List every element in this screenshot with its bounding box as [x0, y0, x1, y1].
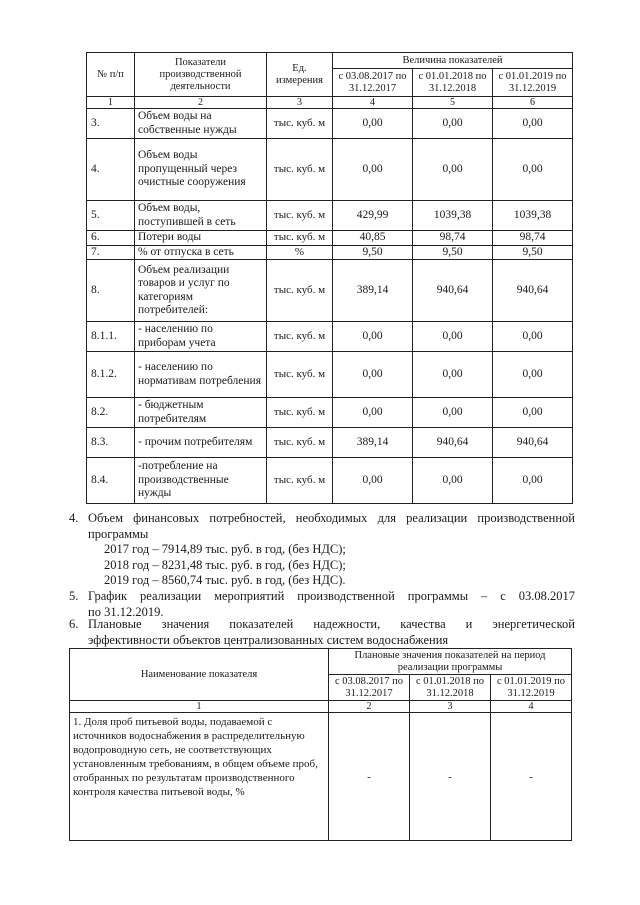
item-6-line2: эффективности объектов централизованных систем водоснабжения: [88, 632, 449, 647]
row-unit: %: [267, 245, 333, 260]
col-number: 1: [70, 701, 329, 713]
row-value-2018: 0,00: [413, 139, 493, 201]
col-number: 4: [491, 701, 572, 713]
item-4-year-2017: 2017 год – 7914,89 тыс. руб. в год, (без НДС);: [104, 542, 346, 556]
header-value-group: Величина показателей: [333, 53, 573, 69]
row-value-2017: 0,00: [333, 139, 413, 201]
row-value-2019: 0,00: [493, 322, 573, 352]
header-period-2018: с 01.01.2018 по 31.12.2018: [410, 675, 491, 701]
row-unit: тыс. куб. м: [267, 322, 333, 352]
row-value-2017: 0,00: [333, 458, 413, 504]
row-name: Потери воды: [135, 231, 267, 246]
row-name: Объем воды на собственные нужды: [135, 109, 267, 139]
row-name: - прочим потребителям: [135, 428, 267, 458]
table-row: [87, 260, 573, 322]
row-name: - населению по приборам учета: [135, 322, 267, 352]
header-group: Плановые значения показателей на период реализации программы: [329, 649, 572, 675]
row-value-2019: 940,64: [493, 260, 573, 322]
table-row: [87, 109, 573, 139]
item-5-schedule: [69, 589, 575, 620]
header-period-2017: с 03.08.2017 по 31.12.2017: [329, 675, 410, 701]
row-unit: тыс. куб. м: [267, 398, 333, 428]
row-num: 7.: [87, 245, 135, 260]
col-number: 3: [267, 97, 333, 109]
col-number: 5: [413, 97, 493, 109]
row-name: Объем реализации товаров и услуг по категориям потребителей:: [135, 260, 267, 322]
item-5-line2: по 31.12.2019.: [88, 604, 164, 619]
row-num: 8.3.: [87, 428, 135, 458]
row-value-2017: 389,14: [333, 428, 413, 458]
row-num: 8.1.2.: [87, 352, 135, 398]
item-5-marker: 5.: [69, 589, 79, 603]
row-num: 8.1.1.: [87, 322, 135, 352]
table-row: [87, 245, 573, 260]
col-number: 4: [333, 97, 413, 109]
row-value-2018: 0,00: [413, 322, 493, 352]
row-value-2019: 0,00: [493, 458, 573, 504]
table-row: [87, 398, 573, 428]
row-value-2019: -: [491, 713, 572, 841]
col-number: 3: [410, 701, 491, 713]
row-value-2017: -: [329, 713, 410, 841]
row-unit: тыс. куб. м: [267, 139, 333, 201]
table-row: [87, 458, 573, 504]
table-row: [70, 713, 572, 841]
item-4-marker: 4.: [69, 511, 79, 525]
table-row: [87, 428, 573, 458]
header-period-2019: с 01.01.2019 по 31.12.2019: [493, 69, 573, 97]
item-4-financial-needs: [69, 511, 575, 589]
row-name: - бюджетным потребителям: [135, 398, 267, 428]
row-unit: тыс. куб. м: [267, 260, 333, 322]
header-indicators: Показатели производственной деятельности: [135, 53, 267, 97]
row-value-2017: 389,14: [333, 260, 413, 322]
row-unit: тыс. куб. м: [267, 352, 333, 398]
header-period-2017: с 03.08.2017 по 31.12.2017: [333, 69, 413, 97]
table-row: [87, 139, 573, 201]
table-row: [87, 322, 573, 352]
row-value-2019: 0,00: [493, 109, 573, 139]
row-num: 8.2.: [87, 398, 135, 428]
row-name: - населению по нормативам потребления: [135, 352, 267, 398]
row-name: Объем воды, поступившей в сеть: [135, 201, 267, 231]
header-name: Наименование показателя: [70, 649, 329, 701]
row-value-2019: 940,64: [493, 428, 573, 458]
col-number: 2: [135, 97, 267, 109]
row-name: -потребление на производственные нужды: [135, 458, 267, 504]
table-row: [87, 352, 573, 398]
row-value-2019: 0,00: [493, 139, 573, 201]
header-unit: Ед. измерения: [267, 53, 333, 97]
row-num: 8.: [87, 260, 135, 322]
row-value-2018: -: [410, 713, 491, 841]
item-4-year-2019: 2019 год – 8560,74 тыс. руб. в год, (без НДС).: [104, 573, 346, 587]
table-row: [87, 201, 573, 231]
header-num: № п/п: [87, 53, 135, 97]
row-num: 6.: [87, 231, 135, 246]
header-period-2018: с 01.01.2018 по 31.12.2018: [413, 69, 493, 97]
row-value-2017: 40,85: [333, 231, 413, 246]
row-num: 3.: [87, 109, 135, 139]
item-5-line1: График реализации мероприятий производственной программы – с 03.08.2017: [88, 589, 575, 603]
item-6-line1: Плановые значения показателей надежности, качества и энергетической: [88, 617, 575, 631]
row-value-2018: 9,50: [413, 245, 493, 260]
row-name: Объем воды пропущенный через очистные сооружения: [135, 139, 267, 201]
row-value-2018: 98,74: [413, 231, 493, 246]
col-number: 2: [329, 701, 410, 713]
row-value-2017: 9,50: [333, 245, 413, 260]
reliability-indicators-table: [69, 648, 572, 841]
row-value-2019: 0,00: [493, 352, 573, 398]
row-value-2018: 0,00: [413, 109, 493, 139]
table-row: [87, 231, 573, 246]
row-name: % от отпуска в сеть: [135, 245, 267, 260]
row-value-2018: 0,00: [413, 352, 493, 398]
item-4-line2: программы: [88, 526, 149, 541]
item-4-line1: Объем финансовых потребностей, необходимых для реализации производственной: [88, 511, 575, 525]
row-value-2019: 98,74: [493, 231, 573, 246]
row-value-2019: 9,50: [493, 245, 573, 260]
row-value-2018: 940,64: [413, 260, 493, 322]
header-period-2019: с 01.01.2019 по 31.12.2019: [491, 675, 572, 701]
item-6-planned-values: [69, 617, 575, 648]
row-unit: тыс. куб. м: [267, 201, 333, 231]
item-4-year-2018: 2018 год – 8231,48 тыс. руб. в год, (без НДС);: [104, 557, 346, 572]
row-value-2019: 0,00: [493, 398, 573, 428]
row-value-2018: 0,00: [413, 398, 493, 428]
production-indicators-table: [86, 52, 573, 504]
row-value-2018: 940,64: [413, 428, 493, 458]
row-unit: тыс. куб. м: [267, 109, 333, 139]
row-num: 5.: [87, 201, 135, 231]
row-name: 1. Доля проб питьевой воды, подаваемой с источников водоснабжения в распределительную водопроводную сеть, не соответствующих установленным требованиям, в общем объеме проб, отобранных по результатам производственного контроля качества питьевой воды, %: [70, 713, 329, 841]
row-unit: тыс. куб. м: [267, 458, 333, 504]
row-unit: тыс. куб. м: [267, 231, 333, 246]
row-value-2017: 0,00: [333, 322, 413, 352]
row-unit: тыс. куб. м: [267, 428, 333, 458]
row-value-2017: 429,99: [333, 201, 413, 231]
row-num: 4.: [87, 139, 135, 201]
row-value-2018: 1039,38: [413, 201, 493, 231]
item-6-marker: 6.: [69, 617, 79, 631]
col-number: 1: [87, 97, 135, 109]
row-value-2017: 0,00: [333, 398, 413, 428]
row-num: 8.4.: [87, 458, 135, 504]
row-value-2017: 0,00: [333, 109, 413, 139]
row-value-2017: 0,00: [333, 352, 413, 398]
row-value-2018: 0,00: [413, 458, 493, 504]
row-value-2019: 1039,38: [493, 201, 573, 231]
col-number: 6: [493, 97, 573, 109]
